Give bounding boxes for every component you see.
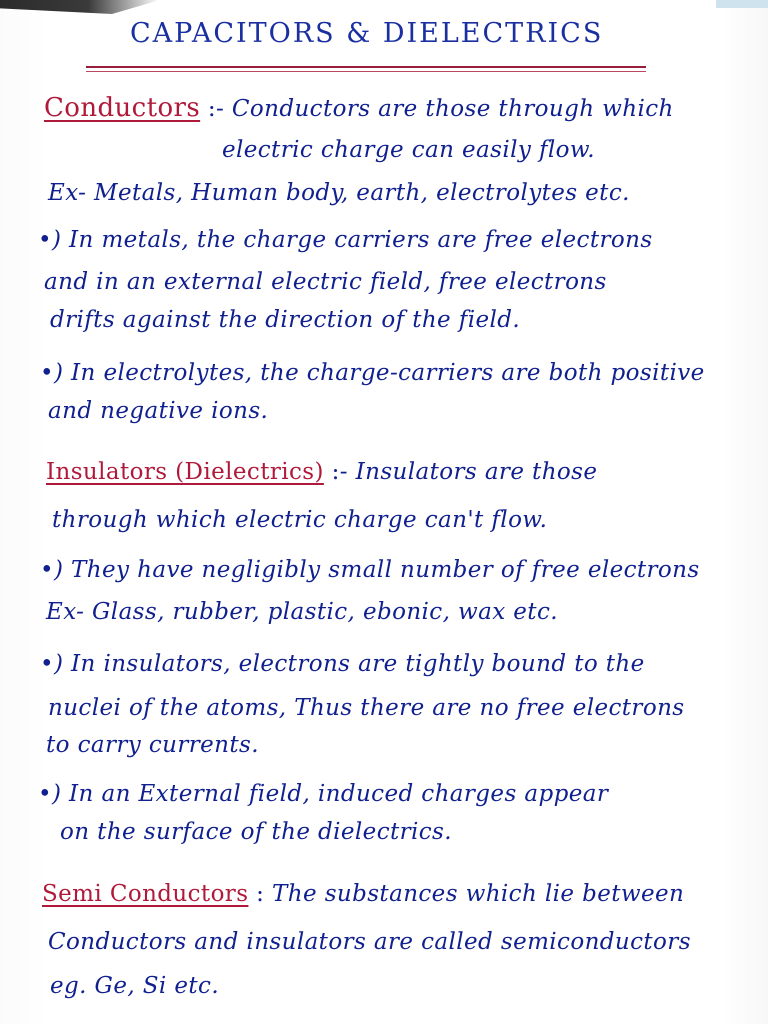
semiconductors-examples: eg. Ge, Si etc. — [50, 973, 220, 999]
insulators-separator: :- — [331, 459, 348, 485]
conductors-heading: Conductors — [44, 93, 201, 123]
conductors-examples: Ex- Metals, Human body, earth, electrolytes etc. — [48, 180, 630, 206]
conductors-point2-line1: •) In electrolytes, the charge-carriers are both positive — [40, 360, 705, 386]
conductors-definition-line2: electric charge can easily flow. — [222, 137, 595, 163]
insulators-point2-line2: nuclei of the atoms, Thus there are no free electrons — [48, 695, 685, 721]
semiconductors-separator: : — [256, 881, 265, 907]
conductors-point1-line2: and in an external electric field, free electrons — [44, 269, 607, 295]
page-title: CAPACITORS & DIELECTRICS — [130, 18, 604, 49]
insulators-point2-line3: to carry currents. — [46, 732, 259, 758]
conductors-point1-line1: •) In metals, the charge carriers are free electrons — [38, 227, 653, 253]
insulators-point3-line1: •) In an External field, induced charges appear — [38, 781, 609, 807]
insulators-definition-text1: Insulators are those — [355, 459, 598, 485]
binder-shadow — [0, 0, 160, 14]
title-underline-secondary — [86, 71, 646, 72]
corner-accent — [716, 0, 768, 8]
semiconductors-definition-line1 — [42, 880, 684, 908]
insulators-examples: Ex- Glass, rubber, plastic, ebonic, wax etc. — [46, 599, 558, 625]
insulators-heading: Insulators (Dielectrics) — [46, 459, 324, 485]
conductors-point2-line2: and negative ions. — [48, 398, 269, 424]
insulators-definition-line1 — [46, 458, 597, 486]
insulators-definition-line2: through which electric charge can't flow. — [52, 507, 548, 533]
semiconductors-definition-text1: The substances which lie between — [272, 881, 685, 907]
insulators-point3-line2: on the surface of the dielectrics. — [60, 819, 452, 845]
semiconductors-definition-line2: Conductors and insulators are called semiconductors — [48, 929, 691, 955]
insulators-point2-line1: •) In insulators, electrons are tightly bound to the — [40, 651, 645, 677]
conductors-point1-line3: drifts against the direction of the field. — [50, 307, 521, 333]
title-underline — [86, 66, 646, 68]
semiconductors-heading: Semi Conductors — [42, 881, 249, 907]
conductors-definition-text1: Conductors are those through which — [231, 96, 674, 122]
conductors-definition-line1 — [44, 94, 674, 123]
insulators-point1: •) They have negligibly small number of free electrons — [40, 557, 700, 583]
conductors-separator: :- — [207, 96, 225, 122]
